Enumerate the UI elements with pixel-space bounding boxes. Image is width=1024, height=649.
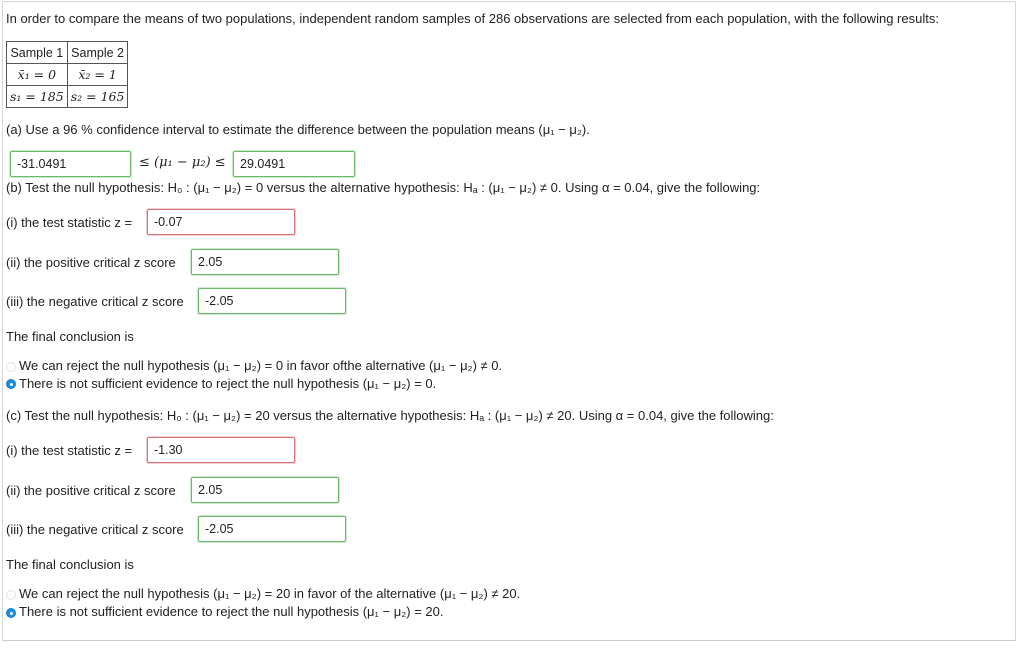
part-c-option1-label[interactable]: We can reject the null hypothesis (μ₁ − μ₂) = 20 in favor of the alternative (μ₁ − μ₂) ≠ 20. xyxy=(19,586,521,601)
part-b-pos-crit-label: (ii) the positive critical z score xyxy=(6,255,176,270)
part-b-option2-radio[interactable] xyxy=(6,379,16,389)
intro-text: In order to compare the means of two populations, independent random samples of 286 observations are selected from each population, with the following results: xyxy=(6,11,939,26)
part-a-prompt: (a) Use a 96 % confidence interval to estimate the difference between the population means (μ₁ − μ₂). xyxy=(6,122,590,137)
part-b-test-stat-input[interactable]: -0.07 xyxy=(147,209,295,235)
table-sd1: s₁ = 185 xyxy=(7,86,68,108)
question-panel xyxy=(2,1,1016,641)
table-header-sample1: Sample 1 xyxy=(7,42,68,64)
part-c-option2-radio[interactable] xyxy=(6,608,16,618)
table-header-sample2: Sample 2 xyxy=(67,42,128,64)
ci-middle-expression: ≤ (μ₁ − μ₂) ≤ xyxy=(139,155,226,170)
part-c-prompt: (c) Test the null hypothesis: H₀ : (μ₁ − μ₂) = 20 versus the alternative hypothesis: Hₐ : (μ₁ − μ₂) ≠ 20. Using α = 0.04, give the following: xyxy=(6,408,774,423)
table-mean1: x̄₁ = 0 xyxy=(7,64,68,86)
part-c-option1-radio[interactable] xyxy=(6,590,16,600)
sample-table xyxy=(6,41,128,108)
part-c-test-stat-input[interactable]: -1.30 xyxy=(147,437,295,463)
part-c-option2-label[interactable]: There is not sufficient evidence to reject the null hypothesis (μ₁ − μ₂) = 20. xyxy=(19,604,444,619)
part-b-conclusion-label: The final conclusion is xyxy=(6,329,134,344)
part-b-neg-crit-input[interactable]: -2.05 xyxy=(198,288,346,314)
part-c-neg-crit-input[interactable]: -2.05 xyxy=(198,516,346,542)
part-b-test-stat-label: (i) the test statistic z = xyxy=(6,215,133,230)
part-b-option2-label[interactable]: There is not sufficient evidence to reject the null hypothesis (μ₁ − μ₂) = 0. xyxy=(19,376,437,391)
part-c-pos-crit-label: (ii) the positive critical z score xyxy=(6,483,176,498)
table-mean2: x̄₂ = 1 xyxy=(67,64,128,86)
part-b-neg-crit-label: (iii) the negative critical z score xyxy=(6,294,184,309)
ci-lower-input[interactable]: -31.0491 xyxy=(10,151,131,177)
part-c-conclusion-label: The final conclusion is xyxy=(6,557,134,572)
part-c-neg-crit-label: (iii) the negative critical z score xyxy=(6,522,184,537)
part-b-option1-radio[interactable] xyxy=(6,362,16,372)
part-c-pos-crit-input[interactable]: 2.05 xyxy=(191,477,339,503)
part-b-pos-crit-input[interactable]: 2.05 xyxy=(191,249,339,275)
part-b-option1-label[interactable]: We can reject the null hypothesis (μ₁ − μ₂) = 0 in favor ofthe alternative (μ₁ − μ₂) ≠ 0. xyxy=(19,358,503,373)
part-c-test-stat-label: (i) the test statistic z = xyxy=(6,443,133,458)
part-b-prompt: (b) Test the null hypothesis: H₀ : (μ₁ − μ₂) = 0 versus the alternative hypothesis: Hₐ : (μ₁ − μ₂) ≠ 0. Using α = 0.04, give the following: xyxy=(6,180,761,195)
ci-upper-input[interactable]: 29.0491 xyxy=(233,151,355,177)
table-sd2: s₂ = 165 xyxy=(67,86,128,108)
